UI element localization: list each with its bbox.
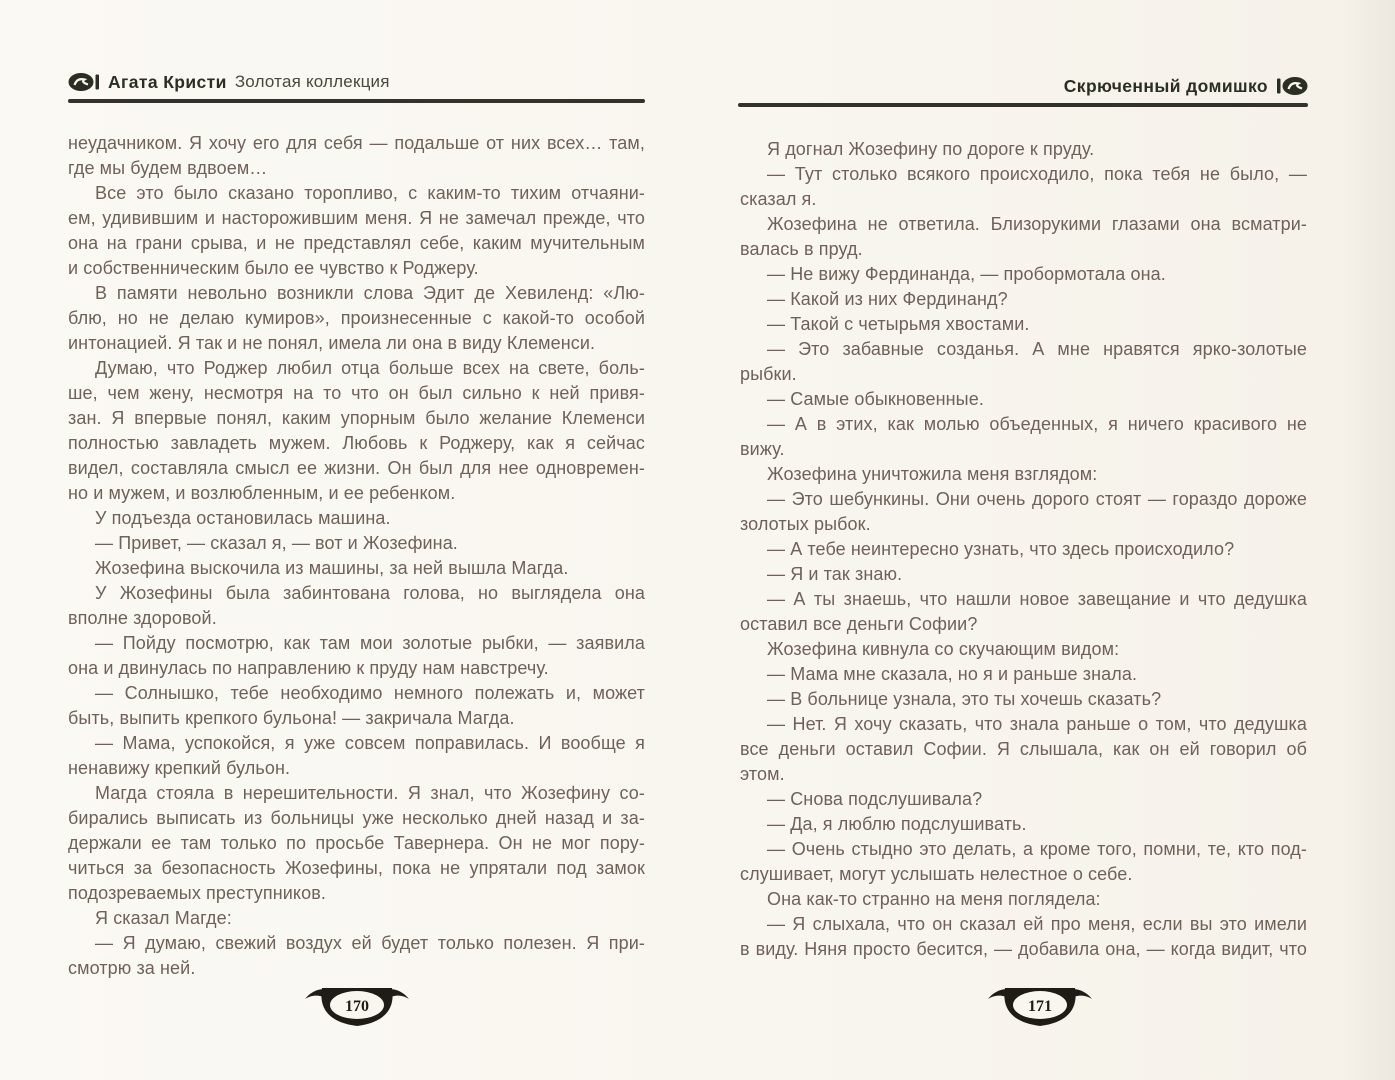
header-rule-left: [68, 99, 645, 103]
text-line: — Такой с четырьмя хвостами.: [767, 314, 1030, 334]
text-line: Магда стояла в нерешительности. Я знал, что Жозефину со-: [95, 783, 645, 803]
text-line: оставил все деньги Софии?: [740, 614, 978, 634]
text-line: Жозефина не ответила. Близорукими глазами она всматри-: [767, 214, 1307, 234]
text-line: Жозефина выскочила из машины, за ней вышла Магда.: [95, 558, 569, 578]
left-page-text: [68, 131, 645, 981]
page-number-right: 171: [1028, 998, 1052, 1015]
text-line: подозреваемых преступников.: [68, 883, 326, 903]
text-line: этом.: [740, 764, 785, 784]
text-line: зан. Я впервые понял, каким упорным было желание Клеменси: [68, 408, 645, 428]
text-line: Я догнал Жозефину по дороге к пруду.: [767, 139, 1095, 159]
author-name: Агата Кристи: [108, 71, 227, 92]
text-line: — Снова подслушивала?: [767, 789, 983, 809]
text-line: — Самые обыкновенные.: [767, 389, 984, 409]
text-line: в виду. Няня просто бесится, — добавила она, — когда видит, что: [740, 939, 1307, 959]
text-line: Думаю, что Роджер любил отца больше всех на свете, боль-: [95, 358, 645, 378]
text-line: — Не вижу Фердинанда, — пробормотала она.: [767, 264, 1166, 284]
text-line: держали ее там только по просьбе Тавернера. Он не мог пору-: [68, 833, 645, 853]
book-title: Скрюченный домишко: [1063, 75, 1268, 96]
left-page-header: [68, 70, 645, 103]
text-line: — Это шебункины. Они очень дорого стоят — гораздо дороже: [767, 489, 1307, 509]
text-line: — Тут столько всякого происходило, пока тебя не было, —: [767, 164, 1307, 184]
text-line: — Очень стыдно это делать, а кроме того, помни, те, кто под-: [767, 839, 1307, 859]
text-line: — Привет, — сказал я, — вот и Жозефина.: [95, 533, 458, 553]
text-line: — Да, я люблю подслушивать.: [767, 814, 1027, 834]
text-line: ем, удивившим и насторожившим меня. Я не замечал прежде, что: [68, 208, 645, 228]
text-line: золотых рыбок.: [740, 514, 871, 534]
text-line: рыбки.: [740, 364, 797, 384]
text-line: — А тебе неинтересно узнать, что здесь происходило?: [767, 539, 1235, 559]
text-line: неудачником. Я хочу его для себя — подальше от них всех… там,: [68, 133, 645, 153]
text-line: она на грани срыва, и не представлял себе, каким мучительным: [68, 233, 645, 253]
text-line: видел, составляла смысл ее жизни. Он был для нее одновремен-: [68, 458, 645, 478]
page-number-ornament-right: [982, 982, 1098, 1030]
text-line: все деньги оставил Софии. Я слышала, как он ей говорил об: [740, 739, 1307, 759]
text-line: полностью завладеть мужем. Любовь к Роджеру, как я сейчас: [68, 433, 645, 453]
text-line: — Нет. Я хочу сказать, что знала раньше о том, что дедушка: [767, 714, 1307, 734]
text-line: сказал я.: [740, 189, 817, 209]
text-line: — А в этих, как молью объеденных, я ничего красивого не: [767, 414, 1307, 434]
text-line: — Какой из них Фердинанд?: [767, 289, 1008, 309]
header-rule-right: [738, 103, 1308, 107]
series-name: Золотая коллекция: [234, 72, 390, 91]
right-page-text: [740, 137, 1307, 962]
text-line: вполне здоровой.: [68, 608, 217, 628]
text-line: — Я слыхала, что он сказал ей про меня, если вы это имели: [767, 914, 1307, 934]
text-line: — Мама мне сказала, но я и раньше знала.: [767, 664, 1138, 684]
text-line: но и мужем, и возлюбленным, и ее ребенком.: [68, 483, 456, 503]
text-line: валась в пруд.: [740, 239, 863, 259]
text-line: она и двинулась по направлению к пруду нам навстречу.: [68, 658, 549, 678]
text-line: читься за безопасность Жозефины, пока не упрятали под замок: [68, 858, 645, 878]
text-line: блю, но не делаю кумиров», произнесенные с какой-то особой: [68, 308, 645, 328]
publisher-swan-icon: [68, 72, 100, 92]
text-line: — Мама, успокойся, я уже совсем поправилась. И вообще я: [95, 733, 645, 753]
publisher-swan-icon: [1276, 76, 1308, 96]
text-line: и собственническим было ее чувство к Роджеру.: [68, 258, 479, 278]
text-line: интонацией. Я так и не понял, имела ли она в виду Клеменси.: [68, 333, 596, 353]
text-line: — Это забавные созданья. А мне нравятся ярко-золотые: [767, 339, 1307, 359]
text-line: — Я думаю, свежий воздух ей будет только полезен. Я при-: [95, 933, 645, 953]
text-line: смотрю за ней.: [68, 958, 196, 978]
page-number-left: 170: [345, 998, 369, 1015]
text-line: бирались выписать из больницы уже несколько дней назад и за-: [68, 808, 645, 828]
text-line: где мы будем вдвоем…: [68, 158, 268, 178]
text-line: У подъезда остановилась машина.: [95, 508, 391, 528]
text-line: Все это было сказано торопливо, с каким-то тихим отчаяни-: [95, 183, 645, 203]
text-line: — Солнышко, тебе необходимо немного полежать и, может: [95, 683, 645, 703]
text-line: — Пойду посмотрю, как там мои золотые рыбки, — заявила: [95, 633, 645, 653]
text-line: ше, чем жену, несмотря на то что он был сильно к ней привя-: [68, 383, 645, 403]
text-line: — В больнице узнала, это ты хочешь сказать?: [767, 689, 1162, 709]
text-line: Жозефина кивнула со скучающим видом:: [767, 639, 1120, 659]
text-line: — А ты знаешь, что нашли новое завещание и что дедушка: [767, 589, 1307, 609]
text-line: — Я и так знаю.: [767, 564, 903, 584]
text-line: быть, выпить крепкого бульона! — закричала Магда.: [68, 708, 515, 728]
page-number-ornament-left: [299, 982, 415, 1030]
text-line: ненавижу крепкий бульон.: [68, 758, 291, 778]
text-line: Жозефина уничтожила меня взглядом:: [767, 464, 1098, 484]
text-line: У Жозефины была забинтована голова, но выглядела она: [95, 583, 645, 603]
text-line: В памяти невольно возникли слова Эдит де Хевиленд: «Лю-: [95, 283, 645, 303]
text-line: вижу.: [740, 439, 785, 459]
text-line: Она как-то странно на меня поглядела:: [767, 889, 1101, 909]
right-page-header: [738, 74, 1308, 107]
text-line: Я сказал Магде:: [95, 908, 232, 928]
text-line: слушивает, могут услышать нелестное о себе.: [740, 864, 1133, 884]
